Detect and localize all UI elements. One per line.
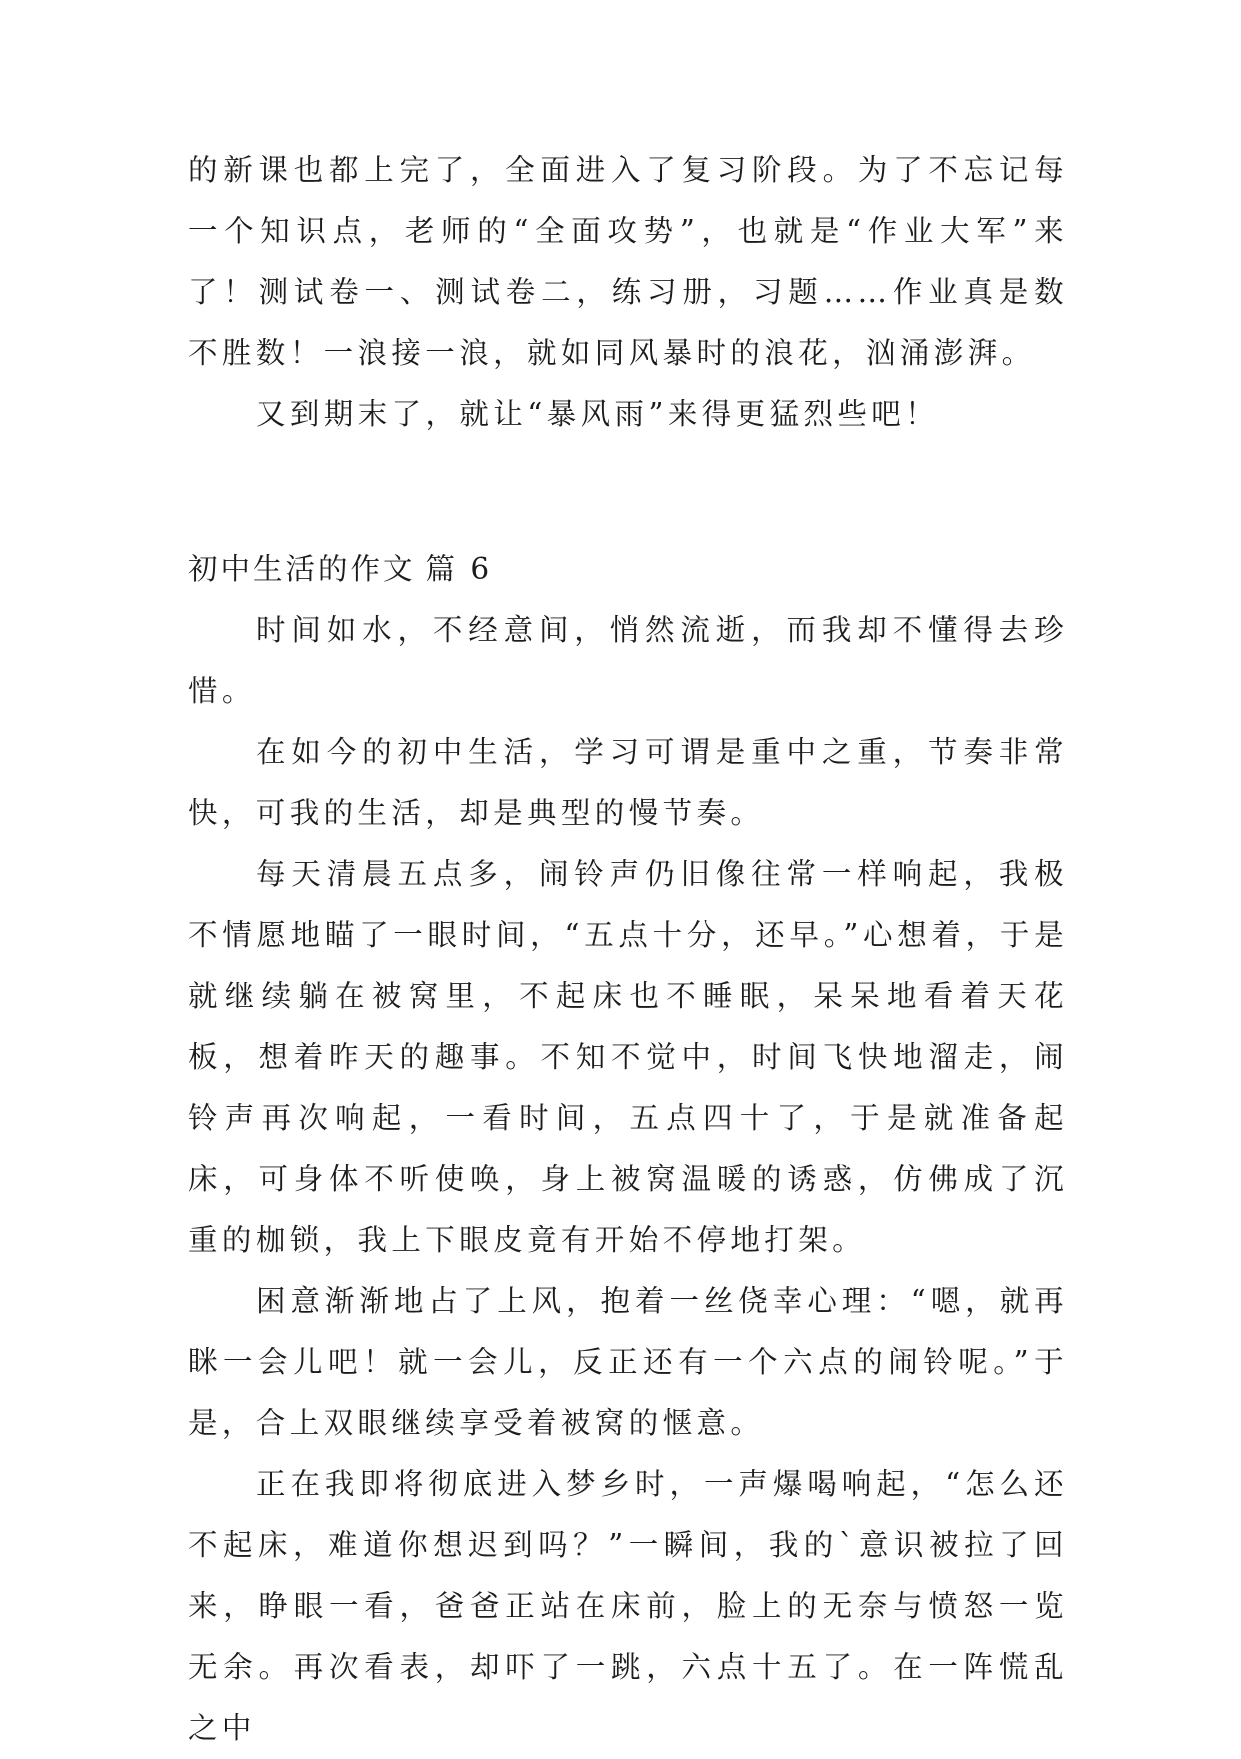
article-paragraph-4: 困意渐渐地占了上风，抱着一丝侥幸心理：“嗯，就再眯一会儿吧！就一会儿，反正还有一个六点的闹铃呢。”于是，合上双眼继续享受着被窝的惬意。 (188, 1284, 1068, 1440)
article-number: 篇 6 (425, 552, 493, 586)
prev-paragraph-2: 又到期末了，就让“暴风雨”来得更猛烈些吧！ (256, 397, 940, 431)
article-heading (188, 539, 1068, 600)
article-title: 初中生活的作文 (188, 552, 416, 586)
article-paragraph-3: 每天清晨五点多，闹铃声仍旧像往常一样响起，我极不情愿地瞄了一眼时间，“五点十分，还早。”心想着，于是就继续躺在被窝里，不起床也不睡眠，呆呆地看着天花板，想着昨天的趣事。不知不觉中，时间飞快地溜走，闹铃声再次响起，一看时间，五点四十了，于是就准备起床，可身体不听使唤，身上被窝温暖的诱惑，仿佛成了沉重的枷锁，我上下眼皮竟有开始不停地打架。 (188, 857, 1068, 1257)
article-paragraph-2: 在如今的初中生活，学习可谓是重中之重，节奏非常快，可我的生活，却是典型的慢节奏。 (188, 735, 1068, 830)
prev-paragraph-1: 的新课也都上完了，全面进入了复习阶段。为了不忘记每一个知识点，老师的“全面攻势”，也就是“作业大军”来了！测试卷一、测试卷二，练习册，习题……作业真是数不胜数！一浪接一浪，就如同风暴时的浪花，汹涌澎湃。 (188, 153, 1068, 370)
section-gap (188, 445, 1068, 539)
document-page (188, 140, 1068, 1759)
article-paragraph-5: 正在我即将彻底进入梦乡时，一声爆喝响起，“怎么还不起床，难道你想迟到吗？”一瞬间，我的`意识被拉了回来，睁眼一看，爸爸正站在床前，脸上的无奈与愤怒一览无余。再次看表，却吓了一跳，六点十五了。在一阵慌乱之中 (188, 1467, 1068, 1745)
article-paragraph-1: 时间如水，不经意间，悄然流逝，而我却不懂得去珍惜。 (188, 613, 1068, 708)
